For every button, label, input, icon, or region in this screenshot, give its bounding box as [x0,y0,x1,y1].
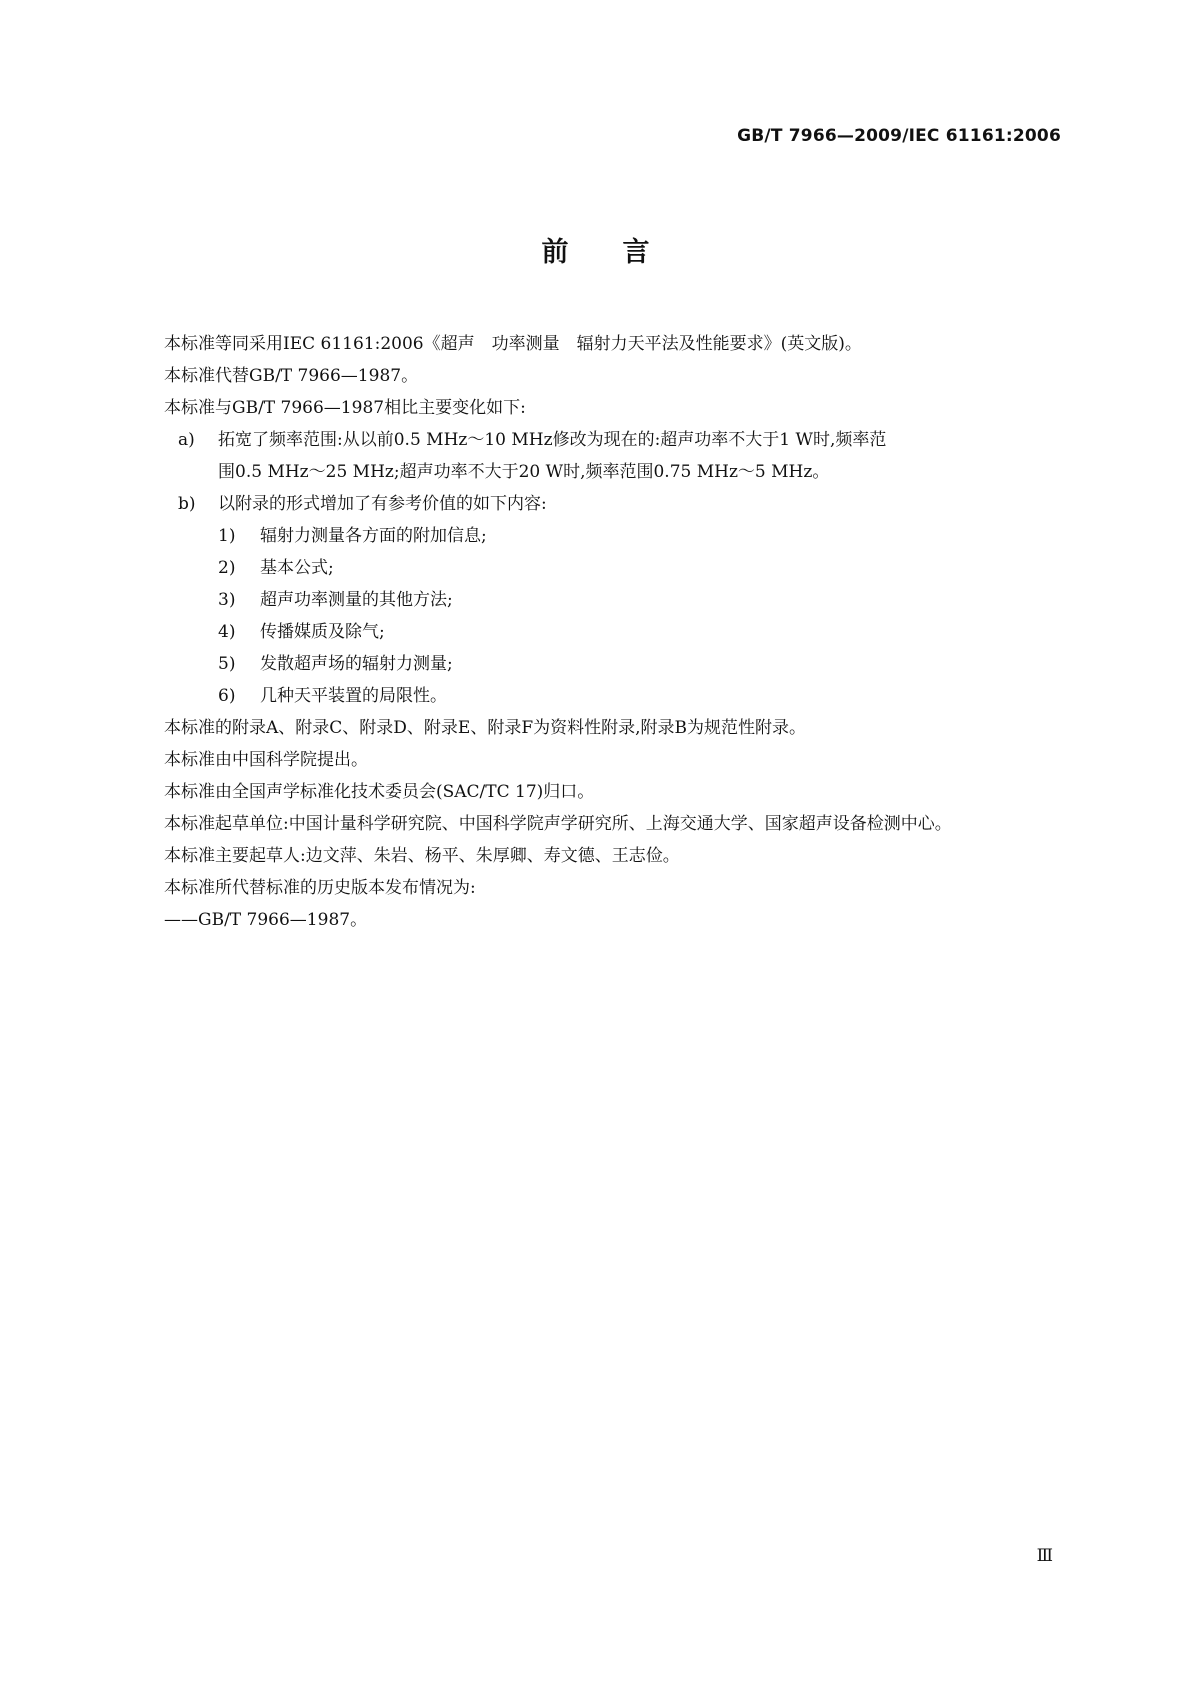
list-item-text: 基本公式; [260,558,334,578]
list-marker: 3) [218,590,236,610]
page-title: 前言 [541,237,704,268]
appendix-list-item [130,616,1061,648]
paragraph-appendix-types: 本标准的附录A、附录C、附录D、附录E、附录F为资料性附录,附录B为规范性附录。 [164,718,807,738]
appendix-list-item [130,680,1061,712]
paragraph-history-intro: 本标准所代替标准的历史版本发布情况为: [164,878,476,898]
list-item-text: 辐射力测量各方面的附加信息; [260,526,487,546]
change-item-b [130,488,1061,520]
change-item-a [130,424,1061,456]
change-item-a-text-line2: 围0.5 MHz～25 MHz;超声功率不大于20 W时,频率范围0.75 MHz～5 MHz。 [218,462,830,482]
appendix-list-item [130,648,1061,680]
appendix-list-item [130,520,1061,552]
list-item-text: 发散超声场的辐射力测量; [260,654,453,674]
list-marker: 5) [218,654,236,674]
list-marker: 2) [218,558,236,578]
paragraph-proposer: 本标准由中国科学院提出。 [164,750,368,770]
list-item-text: 超声功率测量的其他方法; [260,590,453,610]
paragraph-committee: 本标准由全国声学标准化技术委员会(SAC/TC 17)归口。 [164,782,595,802]
document-body [130,328,1061,936]
list-marker: 4) [218,622,236,642]
paragraph-adoption: 本标准等同采用IEC 61161:2006《超声 功率测量 辐射力天平法及性能要求》(英文版)。 [164,334,862,354]
list-marker: 1) [218,526,236,546]
change-item-a-text-line1: 拓宽了频率范围:从以前0.5 MHz～10 MHz修改为现在的:超声功率不大于1 W时,频率范 [218,430,887,450]
appendix-list-item [130,552,1061,584]
appendix-list-item [130,584,1061,616]
paragraph-replaces: 本标准代替GB/T 7966—1987。 [164,366,419,386]
list-item-text: 传播媒质及除气; [260,622,385,642]
paragraph-history-item: ——GB/T 7966—1987。 [164,910,368,930]
paragraph-drafters: 本标准主要起草人:边文萍、朱岩、杨平、朱厚卿、寿文德、王志俭。 [164,846,680,866]
list-marker: 6) [218,686,236,706]
paragraph-drafting-units: 本标准起草单位:中国计量科学研究院、中国科学院声学研究所、上海交通大学、国家超声设备检测中心。 [164,814,952,834]
list-marker: b) [178,494,196,514]
page-number: Ⅲ [1036,1546,1053,1566]
list-item-text: 几种天平装置的局限性。 [260,686,447,706]
list-marker: a) [178,430,195,450]
paragraph-changes-intro: 本标准与GB/T 7966—1987相比主要变化如下: [164,398,526,418]
standard-code-header: GB/T 7966—2009/IEC 61161:2006 [737,126,1061,146]
change-item-b-text: 以附录的形式增加了有参考价值的如下内容: [218,494,547,514]
change-item-a-continuation [130,456,1061,488]
